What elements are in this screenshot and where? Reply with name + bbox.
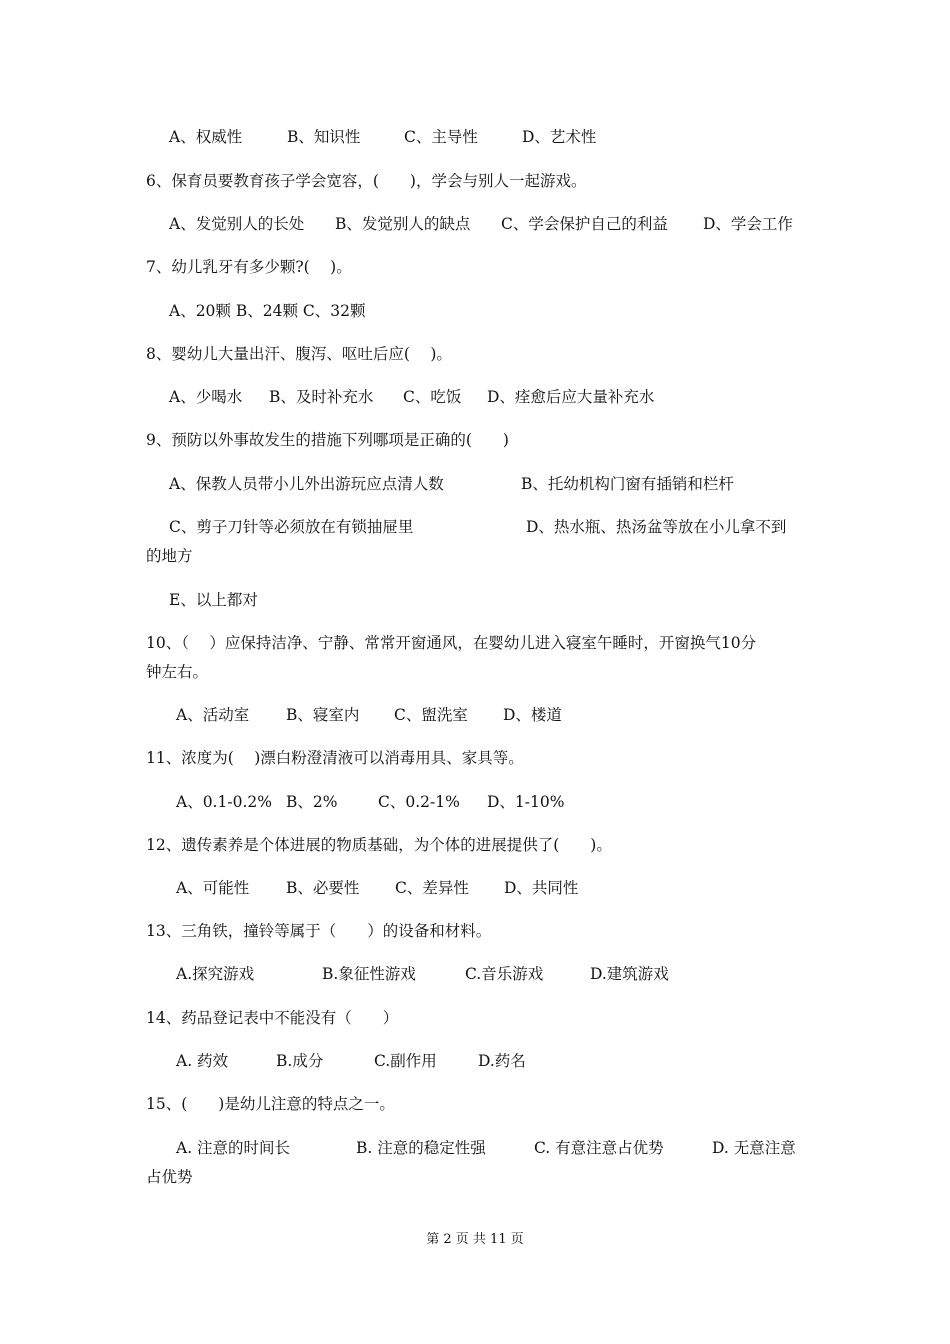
- q13-option-c: C.音乐游戏: [465, 965, 544, 983]
- q11-option-c: C、0.2-1%: [378, 793, 460, 811]
- q10-stem-continued: 钟左右。: [146, 663, 209, 681]
- q9-option-b: B、托幼机构门窗有插销和栏杆: [521, 475, 734, 493]
- q7-options: A、20颗 B、24颗 C、32颗: [169, 302, 366, 320]
- q9-option-c: C、剪子刀针等必须放在有锁抽屉里: [169, 518, 414, 536]
- q11-option-a: A、0.1-0.2%: [176, 793, 272, 811]
- q10-option-a: A、活动室: [176, 706, 250, 724]
- q8-option-b: B、及时补充水: [269, 388, 374, 406]
- q6-option-a: A、发觉别人的长处: [169, 215, 305, 233]
- q15-option-d: D. 无意注意: [712, 1139, 796, 1157]
- q11-options: [176, 792, 846, 812]
- q11-stem: 11、浓度为( )漂白粉澄清液可以消毒用具、家具等。: [146, 749, 524, 767]
- q14-stem: 14、药品登记表中不能没有（ ）: [146, 1009, 399, 1027]
- q14-option-c: C.副作用: [374, 1052, 437, 1070]
- q8-option-a: A、少喝水: [169, 388, 243, 406]
- q9-option-d-continued: 的地方: [146, 547, 193, 565]
- q8-options: [169, 387, 839, 407]
- q14-option-b: B.成分: [276, 1052, 324, 1070]
- q12-options: [176, 878, 846, 898]
- q8-stem: 8、婴幼儿大量出汗、腹泻、呕吐后应( )。: [146, 345, 452, 363]
- q12-option-d: D、共同性: [504, 879, 579, 897]
- q6-stem: 6、保育员要教育孩子学会宽容，( )，学会与别人一起游戏。: [146, 172, 587, 190]
- q9-stem: 9、预防以外事故发生的措施下列哪项是正确的( ): [146, 431, 509, 449]
- q9-option-e: E、以上都对: [169, 591, 258, 609]
- q13-option-b: B.象征性游戏: [322, 965, 416, 983]
- q15-option-c: C. 有意注意占优势: [534, 1139, 664, 1157]
- q14-options: [176, 1051, 846, 1071]
- q11-option-d: D、1-10%: [487, 793, 565, 811]
- q15-option-d-continued: 占优势: [146, 1168, 193, 1186]
- q5-option-d: D、艺术性: [522, 128, 597, 146]
- q13-option-a: A.探究游戏: [176, 965, 255, 983]
- q9-options-ab: [169, 474, 839, 494]
- q8-option-c: C、吃饭: [403, 388, 462, 406]
- q10-option-d: D、楼道: [503, 706, 562, 724]
- q6-option-b: B、发觉别人的缺点: [335, 215, 471, 233]
- q12-option-b: B、必要性: [286, 879, 360, 897]
- q10-options: [176, 705, 846, 725]
- page-footer: 第 2 页 共 11 页: [426, 1232, 524, 1247]
- q10-stem: 10、（ ）应保持洁净、宁静、常常开窗通风，在婴幼儿进入寝室午睡时，开窗换气10分: [146, 634, 757, 652]
- q5-option-b: B、知识性: [287, 128, 361, 146]
- q6-option-c: C、学会保护自己的利益: [501, 215, 668, 233]
- q9-options-cd: [169, 517, 839, 537]
- q7-stem: 7、幼儿乳牙有多少颗?( )。: [146, 258, 352, 276]
- q13-options: [176, 964, 846, 984]
- q15-stem: 15、( )是幼儿注意的特点之一。: [146, 1095, 395, 1113]
- q12-option-a: A、可能性: [176, 879, 250, 897]
- q5-options: [169, 127, 839, 147]
- q5-option-c: C、主导性: [404, 128, 478, 146]
- q11-option-b: B、2%: [286, 793, 338, 811]
- q13-option-d: D.建筑游戏: [590, 965, 669, 983]
- q9-option-d: D、热水瓶、热汤盆等放在小儿拿不到: [526, 518, 787, 536]
- q8-option-d: D、痊愈后应大量补充水: [487, 388, 655, 406]
- q9-option-a: A、保教人员带小儿外出游玩应点清人数: [169, 475, 444, 493]
- q6-option-d: D、学会工作: [703, 215, 793, 233]
- q5-option-a: A、权威性: [169, 128, 243, 146]
- q10-option-c: C、盥洗室: [394, 706, 468, 724]
- q15-option-a: A. 注意的时间长: [176, 1139, 291, 1157]
- q15-option-b: B. 注意的稳定性强: [356, 1139, 486, 1157]
- q14-option-a: A. 药效: [176, 1052, 229, 1070]
- q12-option-c: C、差异性: [395, 879, 469, 897]
- q15-options: [176, 1138, 846, 1158]
- q10-option-b: B、寝室内: [286, 706, 360, 724]
- q14-option-d: D.药名: [478, 1052, 526, 1070]
- q6-options: [169, 214, 839, 234]
- q12-stem: 12、遗传素养是个体进展的物质基础，为个体的进展提供了( )。: [146, 836, 612, 854]
- q13-stem: 13、三角铁，撞铃等属于（ ）的设备和材料。: [146, 922, 492, 940]
